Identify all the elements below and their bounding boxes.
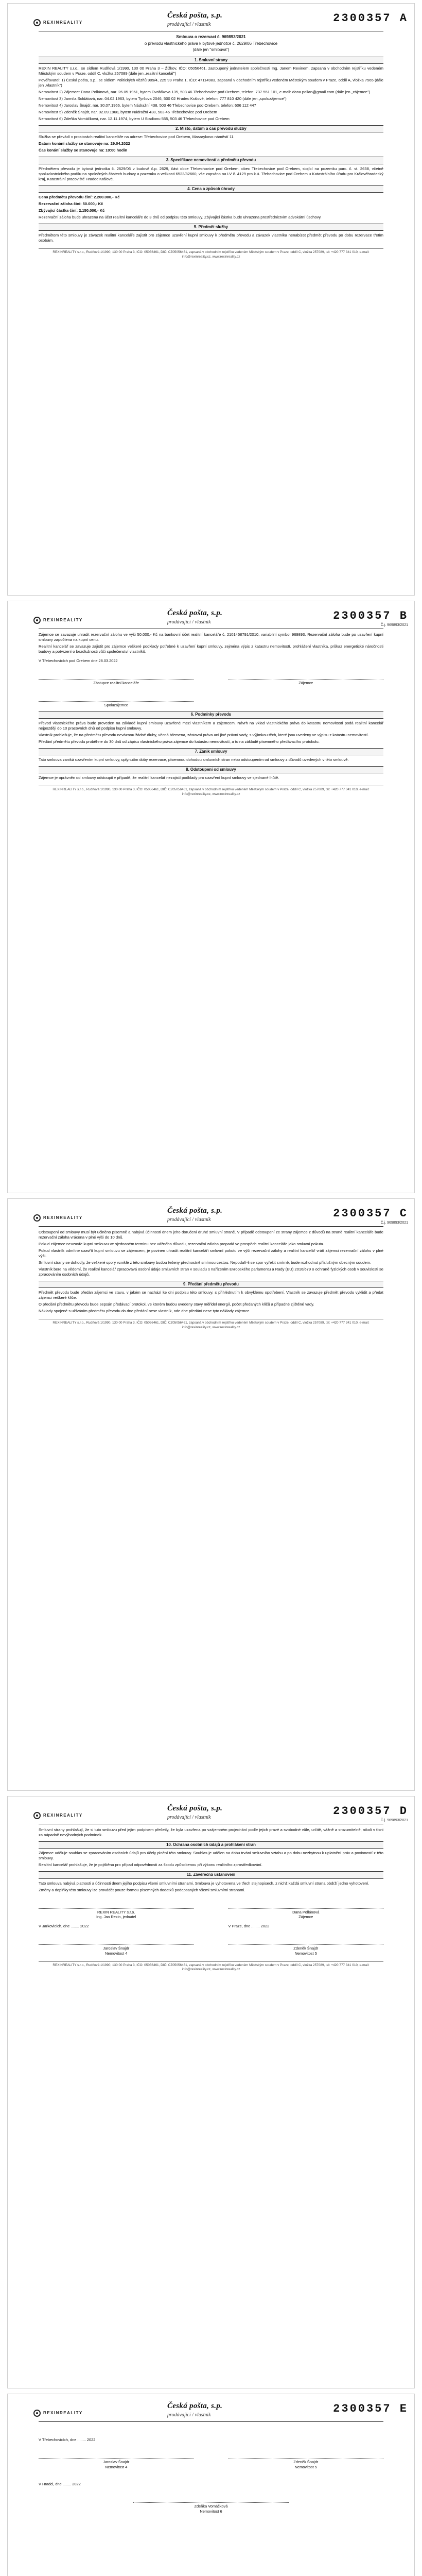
company-subtitle: prodávající / vlastník — [167, 21, 211, 27]
company-logo — [33, 19, 83, 26]
logo-icon — [33, 1214, 41, 1222]
company-subtitle: prodávající / vlastník — [167, 1814, 211, 1820]
page-footer: REXINREALITY s.r.o., Rudňová 1/1990, 130 00 Praha 3, IČO: 05056461, DIČ: CZ05056461, zapsaná v obchodním rejstříku vedeném Městským soudem v Praze, oddíl C, vložka 257089, tel: +420 777 341 010, e-mail: info@rexinreality.cz, www.rexinreality.cz — [39, 1961, 383, 1972]
paragraph: Smluvní strany se dohodly, že veškeré spory vzniklé z této smlouvy budou řešeny přednostně smírnou cestou. Nepodaří-li se spor vyřešit smírně, bude rozhodnut příslušným obecným soudem. — [39, 1260, 372, 1265]
price-line: Cena předmětu převodu činí: 2.200.000,- Kč — [39, 195, 120, 199]
paragraph: Zájemce je oprávněn od smlouvy odstoupit v případě, že realitní kancelář nezajistí podklady pro uzavření kupní smlouvy ve sjednané lhůtě. — [39, 775, 279, 781]
paragraph: Předmět převodu bude předán zájemci ve stavu, v jakém se nachází ke dni podpisu této smlouvy, s přihlédnutím k obvyklému opotřebení. Vlastník se zavazuje předmět převodu vyklidit a předat zájemci veškeré klíče. — [39, 1290, 383, 1300]
paragraph: Smluvní strany prohlašují, že si tuto smlouvu před jejím podpisem přečetly, že byla uzavřena po vzájemném projednání podle jejich pravé a svobodné vůle, určitě, vážně a srozumitelně, nikoli v tísni za nápadně nevýhodných podmínek. — [39, 1827, 383, 1838]
signature-line: Jaroslav Šnajdr Nemovitost 4 — [39, 1944, 194, 1956]
paragraph: REXIN REALITY s.r.o., se sídlem Rudňová 1/1990, 130 00 Praha 3 – Žižkov, IČO: 05056461, zastoupený jednatelem společnosti Ing. Janem Rexinem, zapsaná v obchodním rejstříku vedeném Městským soudem v Praze, oddíl C, vložka 257089 (dále jen „realitní kancelář") — [39, 65, 383, 76]
page-header — [39, 608, 408, 629]
company-heading — [167, 11, 222, 28]
signature-row — [39, 1933, 383, 1956]
signature-line: Zástupce realitní kanceláře — [39, 679, 194, 686]
signature-place: V Třebechovicích pod Orebem dne 28.03.2022 — [39, 658, 118, 664]
signature-line: Spoluzájemce — [39, 701, 194, 708]
paragraph: Vlastník bere na vědomí, že realitní kancelář zpracovává osobní údaje smluvních stran v souladu s nařízením Evropského parlamentu a Rady (EU) 2016/679 o ochraně fyzických osob v souvislosti se zpracováním osobních údajů. — [39, 1267, 383, 1277]
company-logo — [33, 1812, 83, 1819]
section-heading: 4. Cena a způsob úhrady — [39, 185, 383, 193]
signature-row — [39, 2447, 383, 2470]
document-barcode: 2300357 B — [333, 609, 408, 622]
page-footer: REXINREALITY s.r.o., Rudňová 1/1990, 130 00 Praha 3, IČO: 05056461, DIČ: CZ05056461, zapsaná v obchodním rejstříku vedeném Městským soudem v Praze, oddíl C, vložka 257089, tel: +420 777 341 010, e-mail: info@rexinreality.cz, www.rexinreality.cz — [39, 248, 383, 259]
signature-place: V Praze, dne ........ 2022 — [228, 1924, 270, 1929]
signature-line: Zdeněk Šnajdr Nemovitost 5 — [228, 2458, 384, 2470]
signature-place: V Jarkovicích, dne ........ 2022 — [39, 1924, 89, 1929]
signature-row — [39, 1897, 383, 1920]
signature-line: Zdeňka Vomáčková Nemovitost 6 — [133, 2502, 289, 2514]
price-line: Zbývající částka činí: 2.150.000,- Kč — [39, 208, 105, 213]
company-heading — [167, 608, 222, 625]
reference-number: Č.j. 969893/2021 — [380, 1221, 408, 1225]
paragraph: Tato smlouva zaniká uzavřením kupní smlouvy, uplynutím doby rezervace, písemnou dohodou smluvních stran nebo odstoupením od smlouvy z důvodů uvedených v této smlouvě. — [39, 757, 349, 762]
reference-number: Č.j. 969893/2021 — [380, 623, 408, 627]
paragraph: Nemovitost 3) Jarmila Soldátová, nar. 04.02.1963, bytem Tyršova 2046, 500 02 Hradec Králové, telefon: 777 810 420 (dále jen „spoluzájemce") — [39, 96, 287, 101]
page-footer: REXINREALITY s.r.o., Rudňová 1/1990, 130 00 Praha 3, IČO: 05056461, DIČ: CZ05056461, zapsaná v obchodním rejstříku vedeném Městským soudem v Praze, oddíl C, vložka 257089, tel: +420 777 341 010, e-mail: info@rexinreality.cz, www.rexinreality.cz — [39, 1319, 383, 1330]
section-heading: 6. Podmínky převodu — [39, 711, 383, 718]
paragraph: Předání předmětu převodu proběhne do 30 dnů od zápisu vlastnického práva zájemce do katastru nemovitostí, a to na základě písemného předávacího protokolu. — [39, 739, 320, 744]
signature-place-row — [39, 1924, 383, 1929]
company-heading — [167, 2401, 222, 2418]
document-page-2 — [7, 601, 415, 1193]
signature-line: Zdeněk Šnajdr Nemovitost 5 — [228, 1944, 384, 1956]
company-logo — [33, 617, 83, 624]
paragraph: Čas konání služby se stanovuje na: 10:00 hodin — [39, 148, 128, 153]
signature-line: Jaroslav Šnajdr Nemovitost 4 — [39, 2458, 194, 2470]
signature-row — [39, 690, 383, 708]
signature-row — [39, 668, 383, 686]
logo-icon — [33, 2410, 41, 2417]
paragraph: Služba se převádí v prostorách realitní kanceláře na adrese: Třebechovice pod Orebem, Masarykovo náměstí 11 — [39, 134, 234, 140]
section-heading: 9. Předání předmětu převodu — [39, 1281, 383, 1288]
logo-icon — [33, 19, 41, 26]
section-heading: 10. Ochrana osobních údajů a prohlášení stran — [39, 1841, 383, 1849]
page-footer: REXINREALITY s.r.o., Rudňová 1/1990, 130 00 Praha 3, IČO: 05056461, DIČ: CZ05056461, zapsaná v obchodním rejstříku vedeném Městským soudem v Praze, oddíl C, vložka 257089, tel: +420 777 341 010, e-mail: info@rexinreality.cz, www.rexinreality.cz — [39, 786, 383, 796]
document-page-3 — [7, 1198, 415, 1791]
paragraph: O předání předmětu převodu bude sepsán předávací protokol, ve kterém budou uvedeny stavy měřidel energií, počet předaných klíčů a případné zjištěné vady. — [39, 1302, 314, 1307]
document-page-1 — [7, 3, 415, 596]
signature-line: REXIN REALITY s.r.o. Ing. Jan Rexin, jednatel — [39, 1908, 194, 1920]
signature-place: V Hradci, dne ........ 2022 — [39, 2482, 81, 2487]
logo-icon — [33, 1812, 41, 1819]
paragraph: Zájemce uděluje souhlas se zpracováním osobních údajů pro účely plnění této smlouvy. Souhlas je udělen na dobu trvání smluvního vztahu a po dobu nezbytnou k uplatnění práv a povinností z této smlouvy. — [39, 1851, 383, 1861]
company-logo — [33, 2410, 83, 2417]
contract-subtitle: o převodu vlastnického práva k bytové jednotce č. 2629/06 Třebechovice — [144, 41, 278, 46]
page-header — [39, 1206, 408, 1227]
company-name: Česká pošta, s.p. — [167, 1804, 223, 1812]
paragraph: Zájemce se zavazuje uhradit rezervační zálohu ve výši 50.000,- Kč na bankovní účet realitní kanceláře č. 2101458791/2010, variabilní symbol 969893. Rezervační záloha bude po uzavření kupní smlouvy započtena na kupní cenu. — [39, 632, 383, 642]
section-heading: 1. Smluvní strany — [39, 57, 383, 64]
signature-place: V Třebechovicích, dne ........ 2022 — [39, 2437, 96, 2442]
company-heading — [167, 1804, 222, 1821]
document-barcode: 2300357 E — [333, 2402, 408, 2415]
paragraph: Nemovitost 6) Zdeňka Vomáčková, nar. 12.11.1974, bytem U Stadionu 555, 503 46 Třebechovice pod Orebem — [39, 116, 230, 122]
paragraph: Pokud vlastník odmítne uzavřít kupní smlouvu se zájemcem, je povinen uhradit realitní kanceláři smluvní pokutu ve výši rezervační zálohy a realitní kancelář vrátí zájemci rezervační zálohu v plné výši. — [39, 1248, 383, 1259]
paragraph: Změny a doplňky této smlouvy lze provádět pouze formou písemných dodatků podepsaných všemi smluvními stranami. — [39, 1887, 245, 1892]
paragraph: Odstoupení od smlouvy musí být učiněno písemně a nabývá účinnosti dnem jeho doručení druhé smluvní straně. V případě odstoupení ze strany zájemce z důvodů na straně realitní kanceláře bude rezervační záloha vrácena v plné výši do 10 dnů. — [39, 1230, 383, 1240]
signature-place-row — [39, 2482, 383, 2487]
logo-icon — [33, 617, 41, 624]
paragraph: Realitní kancelář se zavazuje zajistit pro zájemce veškeré podklady potřebné k uzavření kupní smlouvy, zejména výpis z katastru nemovitostí, prohlášení vlastníka, průkaz energetické náročnosti budovy a potvrzení o bezdlužnosti vůči společenství vlastníků. — [39, 644, 383, 654]
paragraph: Pověřovatel: 1) Česká pošta, s.p., se sídlem Politických vězňů 909/4, 225 99 Praha 1, IČO: 47114983, zapsaná v obchodním rejstříku vedeném Městským soudem v Praze, oddíl A, vložka 7565 (dále jen „vlastník") — [39, 77, 383, 88]
paragraph: Náklady spojené s užíváním předmětu převodu do dne předání nese vlastník, ode dne předání nese tyto náklady zájemce. — [39, 1309, 251, 1314]
company-subtitle: prodávající / vlastník — [167, 619, 211, 625]
paragraph: Tato smlouva nabývá platnosti a účinnosti dnem jejího podpisu všemi smluvními stranami. Smlouva je vyhotovena ve třech stejnopisech, z nichž každá smluvní strana obdrží jedno vyhotovení. — [39, 1880, 370, 1886]
price-line: Rezervační záloha činí: 50.000,- Kč — [39, 201, 103, 207]
signature-row — [39, 658, 383, 664]
signature-line: Zájemce — [228, 679, 384, 686]
paragraph: Předmětem převodu je bytová jednotka č. 2629/06 v budově č.p. 2629, část obce Třebechovice pod Orebem, obec Třebechovice pod Orebem, stojící na pozemku parc. č. st. 2638, včetně spoluvlastnického podílu na společných částech budovy a pozemku o velikosti 6523/82660, vše zapsáno na LV č. 4129 pro k.ú. Třebechovice pod Orebem u Katastrálního úřadu pro Královéhradecký kraj, Katastrální pracoviště Hradec Králové. — [39, 166, 383, 181]
document-barcode: 2300357 D — [333, 1805, 408, 1818]
section-heading: 3. Specifikace nemovitostí a předmětu převodu — [39, 157, 383, 164]
company-heading — [167, 1206, 222, 1223]
document-page-4 — [7, 1796, 415, 2388]
logo-text: REXINREALITY — [43, 1812, 83, 1818]
document-page-5 — [7, 2394, 415, 2576]
company-subtitle: prodávající / vlastník — [167, 1216, 211, 1223]
company-name: Česká pošta, s.p. — [167, 11, 223, 20]
reference-number: Č.j. 969893/2021 — [380, 1819, 408, 1822]
paragraph: Nemovitost 2) Zájemce: Dana Pollánová, nar. 26.05.1961, bytem Dvořákova 135, 503 46 Třebechovice pod Orebem, telefon: 737 551 101, e-mail: dana.pollan@gmail.com (dále jen „zájemce") — [39, 89, 370, 94]
paragraph: Pokud zájemce neuzavře kupní smlouvu ve sjednaném termínu bez vážného důvodu, rezervační záloha propadá ve prospěch realitní kanceláře jako smluvní pokuta. — [39, 1242, 324, 1247]
company-subtitle: prodávající / vlastník — [167, 2412, 211, 2418]
company-logo — [33, 1214, 83, 1222]
paragraph: Nemovitost 5) Zdeněk Šnajdr, nar. 02.09.1968, bytem Nádražní 438, 503 46 Třebechovice pod Orebem — [39, 110, 217, 115]
signature-line: Dana Pollánová Zájemce — [228, 1908, 384, 1920]
contract-note: (dále jen "smlouva") — [192, 47, 230, 53]
page-header — [39, 1804, 408, 1824]
logo-text: REXINREALITY — [43, 20, 83, 25]
paragraph: Nemovitost 4) Jaroslav Šnajdr, nar. 30.07.1966, bytem Nádražní 438, 503 46 Třebechovice pod Orebem, telefon: 606 112 447 — [39, 103, 256, 108]
logo-text: REXINREALITY — [43, 1215, 83, 1220]
document-barcode: 2300357 A — [333, 12, 408, 25]
logo-text: REXINREALITY — [43, 617, 83, 622]
section-heading: 5. Předmět služby — [39, 224, 383, 231]
paragraph: Rezervační záloha bude uhrazena na účet realitní kanceláře do 3 dnů od podpisu této smlouvy. Zbývající částka bude uhrazena prostřednictvím advokátní úschovy. — [39, 215, 322, 220]
paragraph: Datum konání služby se stanovuje na: 29.04.2022 — [39, 141, 130, 146]
paragraph: Předmětem této smlouvy je závazek realitní kanceláře zajistit pro zájemce uzavření kupní smlouvy k předmětu převodu a závazek vlastníka nenabízet předmět převodu po dobu rezervace třetím osobám. — [39, 233, 383, 243]
paragraph: Realitní kancelář prohlašuje, že je pojištěna pro případ odpovědnosti za škodu způsobenou při výkonu realitního zprostředkování. — [39, 1862, 262, 1868]
signature-row — [39, 2491, 383, 2514]
section-heading: 11. Závěrečná ustanovení — [39, 1871, 383, 1878]
company-name: Česká pošta, s.p. — [167, 1207, 223, 1215]
company-name: Česká pošta, s.p. — [167, 2402, 223, 2410]
logo-text: REXINREALITY — [43, 2410, 83, 2415]
paragraph: Převod vlastnického práva bude proveden na základě kupní smlouvy uzavřené mezi vlastníkem a zájemcem. Návrh na vklad vlastnického práva do katastru nemovitostí podá realitní kancelář nejpozději do 10 pracovních dnů od podpisu kupní smlouvy. — [39, 720, 383, 731]
contract-title: Smlouva o rezervaci č. 969893/2021 — [176, 35, 246, 39]
section-heading: 7. Zánik smlouvy — [39, 748, 383, 755]
company-name: Česká pošta, s.p. — [167, 609, 223, 617]
section-heading: 2. Místo, datum a čas převodu služby — [39, 125, 383, 132]
document-barcode: 2300357 C — [333, 1207, 408, 1220]
paragraph: Vlastník prohlašuje, že na předmětu převodu neváznou žádné dluhy, věcná břemena, zástavní práva ani jiné právní vady, s výjimkou těch, které jsou uvedeny ve výpisu z katastru nemovitostí. — [39, 732, 369, 737]
section-heading: 8. Odstoupení od smlouvy — [39, 766, 383, 773]
page-header — [39, 2401, 408, 2422]
signature-place-row — [39, 2437, 383, 2443]
page-header — [39, 11, 408, 31]
